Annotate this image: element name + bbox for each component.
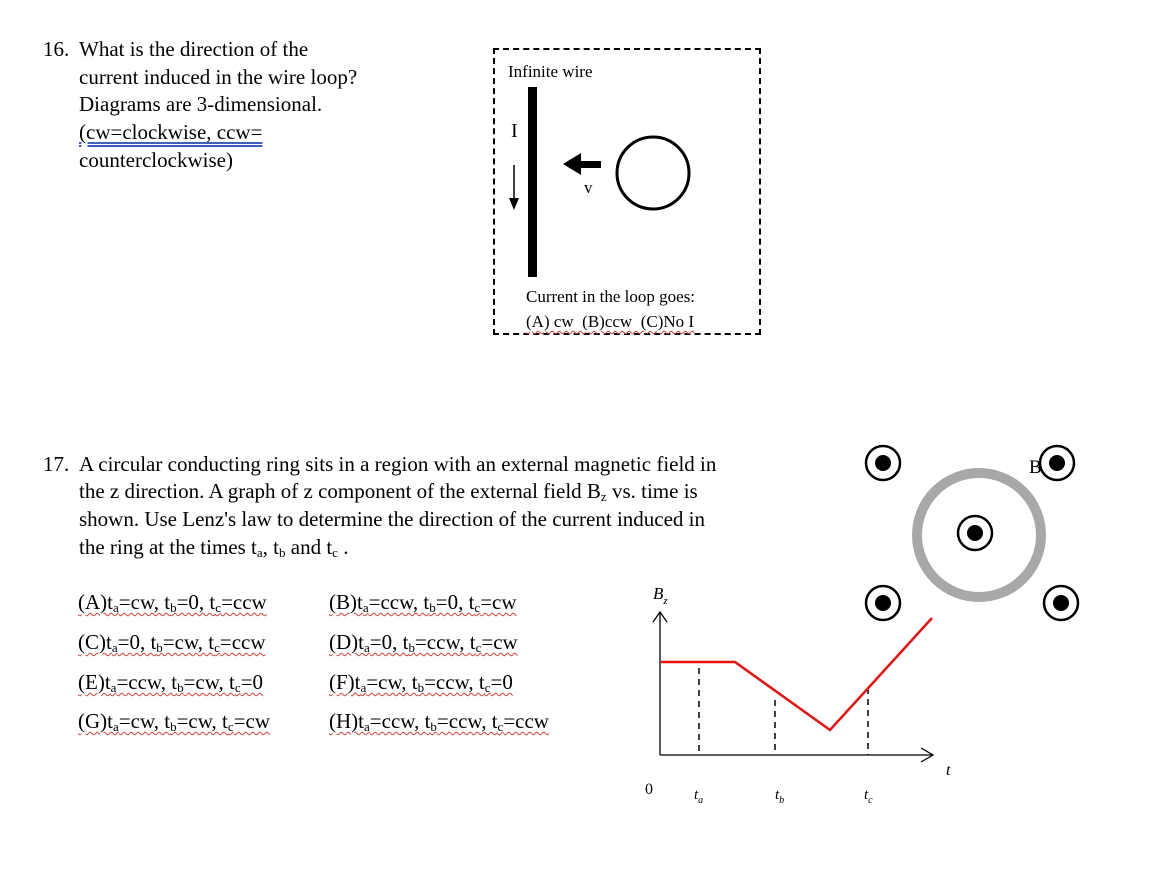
- option-d[interactable]: $(D)t_a=0$, $t_b=ccw$, $t_c=cw$: [329, 630, 518, 655]
- option-c[interactable]: $(C)t_a=0$, $t_b=cw$, $t_c=ccw$: [78, 630, 266, 655]
- wire-loop-figure: [493, 48, 761, 335]
- loop-current-choices: (A) cw (B)ccw (C)No I: [526, 312, 695, 331]
- wire-loop: [617, 137, 689, 209]
- option-f[interactable]: $(F)t_a=cw$, $t_b=ccw$, $t_c=0$: [329, 670, 513, 695]
- question-17-line-1: A circular conducting ring sits in a region with an external magnetic field in: [79, 452, 717, 476]
- option-e[interactable]: $(E)t_a=ccw$, $t_b=cw$, $t_c=0$: [78, 670, 263, 695]
- current-arrowhead-icon: [509, 198, 519, 210]
- velocity-arrowhead-icon: [563, 153, 581, 175]
- option-g[interactable]: $(G)t_a=cw$, $t_b=cw$, $t_c=cw$: [78, 709, 271, 734]
- question-17-line-4: the ring at the times $t_a$, $t_b$ and $t_c$ .: [79, 535, 349, 560]
- origin-label: 0: [645, 781, 653, 798]
- question-16-number: 16.: [43, 37, 70, 61]
- velocity-label: v: [584, 178, 593, 197]
- field-b-label: B: [1029, 457, 1042, 478]
- option-h[interactable]: $(H)t_a=ccw$, $t_b=ccw$, $t_c=ccw$: [329, 709, 549, 734]
- question-16-line-5: counterclockwise): [79, 148, 233, 172]
- tb-label: $t_b$: [775, 787, 785, 806]
- current-label: I: [511, 120, 518, 142]
- ta-label: $t_a$: [694, 787, 704, 806]
- infinite-wire: [528, 87, 537, 277]
- question-16-line-3: Diagrams are 3-dimensional.: [79, 92, 323, 116]
- option-a[interactable]: $(A)t_a=cw$, $t_b=0$, $t_c=ccw$: [78, 590, 267, 615]
- bz-label: $B_z$: [653, 584, 668, 607]
- ring-field-figure: [860, 440, 1090, 640]
- question-17-line-3: shown. Use Lenz's law to determine the direction of the current induced in: [79, 507, 706, 531]
- question-16-line-2: current induced in the wire loop?: [79, 65, 358, 89]
- wire-loop-drawing: [495, 50, 759, 333]
- question-17-number: 17.: [43, 452, 70, 476]
- infinite-wire-label: Infinite wire: [508, 62, 593, 81]
- question-16-line-4: (cw=clockwise, ccw=: [79, 120, 263, 144]
- tc-label: $t_c$: [864, 787, 873, 806]
- question-17-line-2: the z direction. A graph of z component of the external field $B_z$ vs. time is: [79, 479, 698, 504]
- velocity-arrow: [579, 161, 601, 168]
- t-axis-label: t: [946, 762, 951, 779]
- option-b[interactable]: $(B)t_a=ccw$, $t_b=0$, $t_c=cw$: [329, 590, 517, 615]
- question-16-line-1: What is the direction of the: [79, 37, 309, 61]
- loop-current-prompt: Current in the loop goes:: [526, 287, 696, 306]
